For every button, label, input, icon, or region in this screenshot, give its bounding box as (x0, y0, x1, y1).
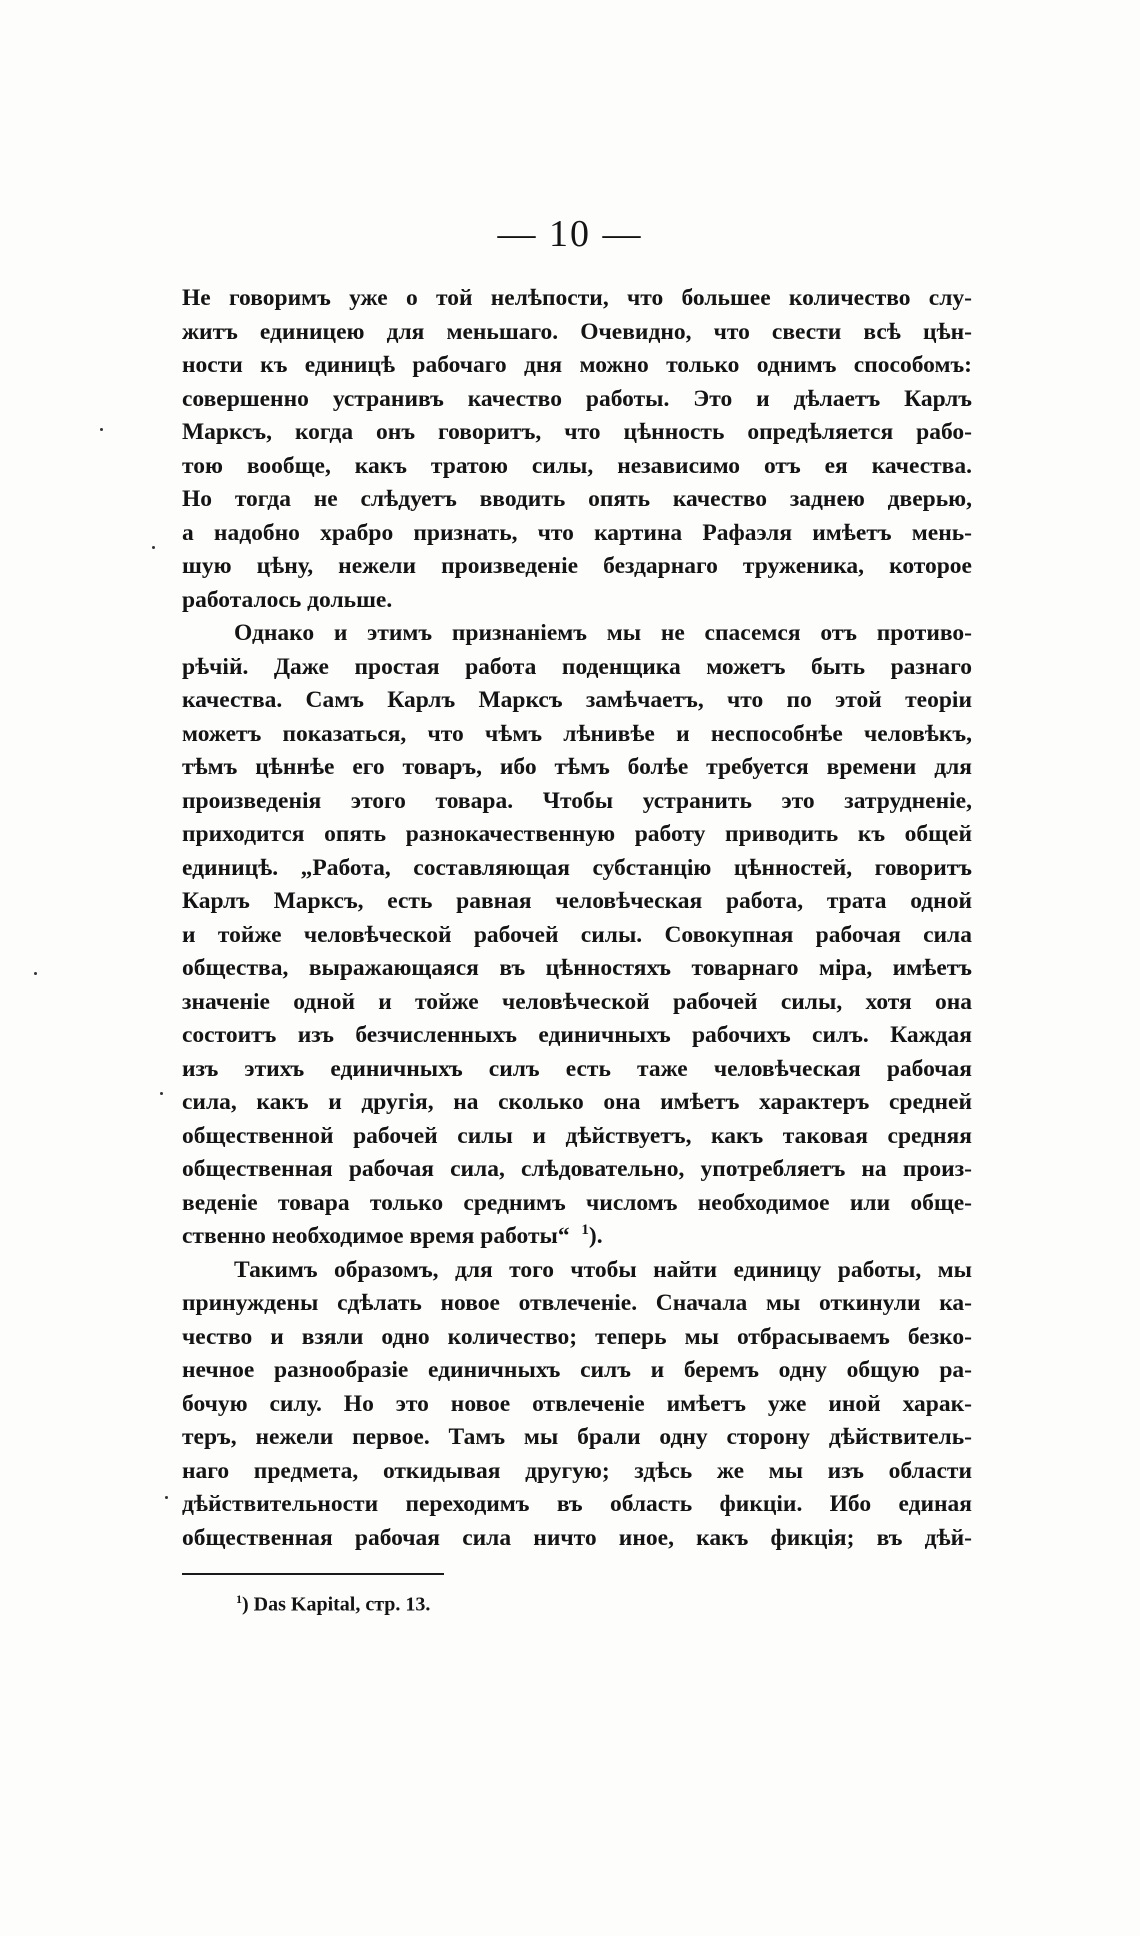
text-line: ности къ единицѣ рабочаго дня можно только однимъ способомъ: (182, 352, 972, 378)
footnote-mark: 1 (236, 1592, 242, 1606)
text-line: веденiе товара только среднимъ числомъ необходимое или обще- (182, 1189, 972, 1216)
text-line: общественной рабочей силы и дѣйствуетъ, какъ таковая средняя (182, 1122, 972, 1149)
text-line: можетъ показаться, что чѣмъ лѣнивѣе и неспособнѣе человѣкъ, (182, 720, 972, 747)
text-line: бочую силу. Но это новое отвлеченiе имѣетъ уже иной харак- (182, 1390, 972, 1417)
text-line: тою вообще, какъ тратою силы, независимо отъ ея качества. (182, 452, 972, 479)
text-line: Но тогда не слѣдуетъ вводить опять качество заднею дверью, (182, 486, 972, 512)
text-line: общественная рабочая сила ничто иное, какъ фикцiя; въ дѣй- (182, 1524, 972, 1551)
scan-speck (152, 546, 155, 549)
scan-speck (100, 428, 103, 431)
footnote-divider (182, 1573, 444, 1575)
footnote-text: ) Das Kapital, стр. 13. (242, 1593, 431, 1616)
text-line: Марксъ, когда онъ говоритъ, что цѣнность опредѣляется рабо- (182, 419, 972, 445)
page-number: — 10 — (497, 213, 643, 255)
text-line: чество и взяли одно количество; теперь мы отбрасываемъ безко- (182, 1323, 972, 1350)
body-text (182, 282, 972, 1555)
text-line: тѣмъ цѣннѣе его товаръ, ибо тѣмъ болѣе требуется времени для (182, 754, 972, 780)
text-line: общественная рабочая сила, слѣдовательно, употребляетъ на произ- (182, 1156, 972, 1182)
text-line: нечное разнообразiе единичныхъ силъ и беремъ одну общую ра- (182, 1357, 972, 1383)
footnote (236, 1592, 430, 1617)
text-line: совершенно устранивъ качество работы. Это и дѣлаетъ Карлъ (182, 385, 972, 412)
text-line: Однако и этимъ признанiемъ мы не спасемся отъ противо- (234, 620, 972, 646)
scan-speck (160, 1092, 163, 1095)
text-line: приходится опять разнокачественную работу приводить къ общей (182, 821, 972, 847)
text-line: значенiе одной и тойже человѣческой рабочей силы, хотя она (182, 988, 972, 1015)
text-line: а надобно храбро признать, что картина Рафаэля имѣетъ мень- (182, 519, 972, 546)
text-line-with-footnote-ref (182, 1220, 972, 1254)
text-line: общества, выражающаяся въ цѣнностяхъ товарнаго мiра, имѣетъ (182, 955, 972, 981)
text-line: наго предмета, откидывая другую; здѣсь же мы изъ области (182, 1457, 972, 1484)
text-line: Такимъ образомъ, для того чтобы найти единицу работы, мы (234, 1256, 972, 1283)
text-line: сила, какъ и другiя, на сколько она имѣетъ характеръ средней (182, 1089, 972, 1115)
text-line: ственно необходимое время работы“ (182, 1223, 570, 1249)
footnote-reference: 1 (581, 1222, 589, 1239)
text-line-tail: ). (588, 1223, 603, 1249)
text-line: Карлъ Марксъ, есть равная человѣческая работа, трата одной (182, 888, 972, 914)
text-line: и тойже человѣческой рабочей силы. Совокупная рабочая сила (182, 921, 972, 948)
text-line: работалось дольше. (182, 586, 393, 613)
text-line: дѣйствительности переходимъ въ область фикцiи. Ибо единая (182, 1491, 972, 1517)
text-line: теръ, нежели первое. Тамъ мы брали одну сторону дѣйствитель- (182, 1424, 972, 1450)
text-line: шую цѣну, нежели произведенiе бездарнаго труженика, которое (182, 553, 972, 579)
text-line: принуждены сдѣлать новое отвлеченiе. Сначала мы откинули ка- (182, 1290, 972, 1316)
text-line: изъ этихъ единичныхъ силъ есть таже человѣческая рабочая (182, 1055, 972, 1082)
text-line: единицѣ. „Работа, составляющая субстанцiю цѣнностей, говоритъ (182, 854, 972, 881)
text-line: произведенiя этого товара. Чтобы устранить это затрудненiе, (182, 787, 972, 814)
text-line: Не говоримъ уже о той нелѣпости, что большее количество слу- (182, 285, 972, 311)
text-line: качества. Самъ Карлъ Марксъ замѣчаетъ, что по этой теорiи (182, 687, 972, 713)
text-line: житъ единицею для меньшаго. Очевидно, что свести всѣ цѣн- (182, 318, 972, 345)
text-line: рѣчiй. Даже простая работа поденщика можетъ быть разнаго (182, 653, 972, 680)
text-line: состоитъ изъ безчисленныхъ единичныхъ рабочихъ силъ. Каждая (182, 1022, 972, 1048)
scan-speck (165, 1496, 168, 1499)
scan-speck (34, 972, 37, 975)
